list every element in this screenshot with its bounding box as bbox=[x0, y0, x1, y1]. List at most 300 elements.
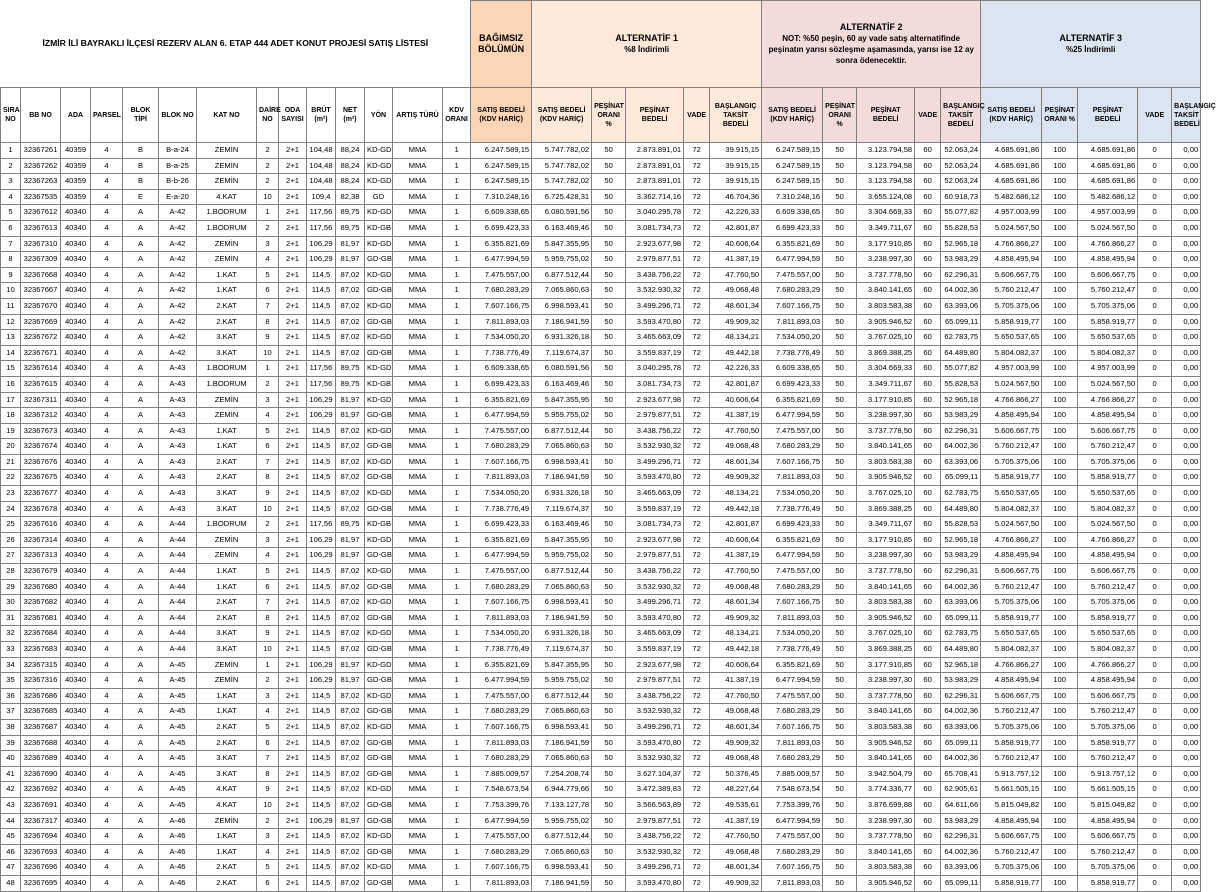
table-cell: B-b-26 bbox=[159, 174, 197, 190]
table-cell: GD-GB bbox=[365, 345, 393, 361]
table-cell: 4.858.495,94 bbox=[981, 408, 1042, 424]
table-row bbox=[1, 704, 1201, 720]
table-cell: 53.983,29 bbox=[941, 673, 981, 689]
table-cell: 7.680.283,29 bbox=[471, 439, 532, 455]
table-cell: 60 bbox=[915, 829, 941, 845]
table-cell: B bbox=[123, 174, 159, 190]
column-header: SATIŞ BEDELİ (KDV HARİÇ) bbox=[471, 88, 532, 143]
table-cell: 38 bbox=[1, 719, 21, 735]
table-cell: 0,00 bbox=[1172, 314, 1201, 330]
table-cell: 32367261 bbox=[21, 143, 61, 159]
table-cell: 16 bbox=[1, 376, 21, 392]
table-cell: 32367690 bbox=[21, 766, 61, 782]
table-cell: 65.099,11 bbox=[941, 610, 981, 626]
table-cell: 64.002,36 bbox=[941, 751, 981, 767]
table-cell: 1 bbox=[443, 704, 471, 720]
column-header: BB NO bbox=[21, 88, 61, 143]
table-cell: 2+1 bbox=[279, 158, 307, 174]
table-cell: 2+1 bbox=[279, 564, 307, 580]
table-cell: 40 bbox=[1, 751, 21, 767]
table-cell: MMA bbox=[393, 143, 443, 159]
table-cell: 4.858.495,94 bbox=[1078, 673, 1138, 689]
table-cell: GD-GB bbox=[365, 252, 393, 268]
table-cell: 88,24 bbox=[336, 143, 365, 159]
table-cell: 42.801,87 bbox=[710, 220, 762, 236]
table-cell: 0 bbox=[1138, 392, 1172, 408]
table-cell: 0 bbox=[1138, 532, 1172, 548]
table-cell: 4 bbox=[91, 844, 123, 860]
table-cell: A-43 bbox=[159, 376, 197, 392]
table-cell: 3.767.025,10 bbox=[857, 486, 915, 502]
table-cell: 0 bbox=[1138, 813, 1172, 829]
table-cell: 5.024.567,50 bbox=[1078, 517, 1138, 533]
table-cell: 106,29 bbox=[307, 252, 336, 268]
table-cell: 7.065.860,63 bbox=[532, 439, 592, 455]
table-cell: 40340 bbox=[61, 782, 91, 798]
table-cell: ZEMİN bbox=[197, 143, 257, 159]
table-cell: A-45 bbox=[159, 688, 197, 704]
table-cell: A-43 bbox=[159, 486, 197, 502]
table-cell: 7.811.893,03 bbox=[471, 610, 532, 626]
table-cell: 50 bbox=[823, 220, 857, 236]
table-cell: 4 bbox=[91, 189, 123, 205]
table-cell: 7.186.941,59 bbox=[532, 875, 592, 891]
table-cell: 5.858.919,77 bbox=[981, 314, 1042, 330]
table-cell: 8 bbox=[1, 252, 21, 268]
table-cell: 40340 bbox=[61, 657, 91, 673]
table-cell: MMA bbox=[393, 657, 443, 673]
table-cell: 5 bbox=[257, 423, 279, 439]
table-cell: 32367691 bbox=[21, 797, 61, 813]
table-row bbox=[1, 610, 1201, 626]
table-cell: 60 bbox=[915, 564, 941, 580]
table-cell: 50 bbox=[823, 735, 857, 751]
table-cell: 50 bbox=[592, 220, 626, 236]
table-cell: 7.738.776,49 bbox=[762, 501, 823, 517]
table-cell: 72 bbox=[684, 704, 710, 720]
table-cell: A-42 bbox=[159, 205, 197, 221]
table-cell: 32367614 bbox=[21, 361, 61, 377]
table-cell: 1 bbox=[443, 813, 471, 829]
table-cell: 5 bbox=[257, 267, 279, 283]
table-cell: 50 bbox=[592, 454, 626, 470]
table-cell: 1 bbox=[443, 797, 471, 813]
table-cell: 114,5 bbox=[307, 642, 336, 658]
table-cell: A-44 bbox=[159, 579, 197, 595]
table-cell: 3.KAT bbox=[197, 501, 257, 517]
table-cell: 0 bbox=[1138, 548, 1172, 564]
table-cell: A-42 bbox=[159, 267, 197, 283]
table-cell: 1 bbox=[443, 579, 471, 595]
table-row bbox=[1, 345, 1201, 361]
table-cell: 87,02 bbox=[336, 751, 365, 767]
table-cell: 50 bbox=[823, 439, 857, 455]
table-cell: 0 bbox=[1138, 236, 1172, 252]
table-cell: 1 bbox=[443, 236, 471, 252]
table-cell: 0 bbox=[1138, 345, 1172, 361]
table-cell: 32367670 bbox=[21, 298, 61, 314]
table-row bbox=[1, 766, 1201, 782]
table-cell: A bbox=[123, 330, 159, 346]
table-cell: 6.699.423,33 bbox=[471, 376, 532, 392]
table-cell: 3.177.910,85 bbox=[857, 532, 915, 548]
table-cell: 87,02 bbox=[336, 844, 365, 860]
table-cell: 50 bbox=[823, 704, 857, 720]
table-cell: 4 bbox=[91, 766, 123, 782]
table-cell: ZEMİN bbox=[197, 252, 257, 268]
table-cell: A-44 bbox=[159, 626, 197, 642]
table-cell: 3.532.930,32 bbox=[626, 751, 684, 767]
table-cell: 32367681 bbox=[21, 610, 61, 626]
table-cell: 3.081.734,73 bbox=[626, 517, 684, 533]
table-cell: A-42 bbox=[159, 345, 197, 361]
table-row bbox=[1, 688, 1201, 704]
table-cell: 40340 bbox=[61, 517, 91, 533]
table-cell: 87,02 bbox=[336, 298, 365, 314]
table-cell: GD-GB bbox=[365, 314, 393, 330]
table-cell: 4 bbox=[91, 236, 123, 252]
table-cell: 50 bbox=[823, 189, 857, 205]
table-cell: 2.979.877,51 bbox=[626, 673, 684, 689]
table-cell: A bbox=[123, 860, 159, 876]
table-cell: 0,00 bbox=[1172, 704, 1201, 720]
table-cell: 32367668 bbox=[21, 267, 61, 283]
table-cell: 4 bbox=[91, 252, 123, 268]
table-cell: 82,38 bbox=[336, 189, 365, 205]
table-cell: 50 bbox=[823, 174, 857, 190]
table-cell: 87,02 bbox=[336, 642, 365, 658]
table-cell: 8 bbox=[257, 766, 279, 782]
table-cell: GD-GB bbox=[365, 735, 393, 751]
table-cell: 4 bbox=[91, 408, 123, 424]
table-cell: 60 bbox=[915, 158, 941, 174]
table-cell: 50 bbox=[592, 376, 626, 392]
table-cell: 3.304.669,33 bbox=[857, 361, 915, 377]
table-cell: 4.957.003,99 bbox=[981, 361, 1042, 377]
table-cell: 72 bbox=[684, 314, 710, 330]
table-cell: 3.438.756,22 bbox=[626, 423, 684, 439]
table-cell: 32367693 bbox=[21, 844, 61, 860]
table-cell: 1 bbox=[443, 470, 471, 486]
table-cell: 65.099,11 bbox=[941, 875, 981, 891]
table-cell: 4 bbox=[91, 361, 123, 377]
table-cell: 60 bbox=[915, 345, 941, 361]
table-cell: 50 bbox=[592, 330, 626, 346]
table-cell: ZEMİN bbox=[197, 174, 257, 190]
table-cell: A-43 bbox=[159, 423, 197, 439]
table-cell: 64.489,80 bbox=[941, 501, 981, 517]
table-cell: 88,24 bbox=[336, 158, 365, 174]
table-cell: 43 bbox=[1, 797, 21, 813]
table-cell: 60 bbox=[915, 844, 941, 860]
table-cell: 3.559.837,19 bbox=[626, 345, 684, 361]
table-cell: A-45 bbox=[159, 751, 197, 767]
table-cell: 3.737.778,50 bbox=[857, 267, 915, 283]
table-cell: 114,5 bbox=[307, 454, 336, 470]
table-cell: 3.905.946,52 bbox=[857, 735, 915, 751]
table-cell: 65.099,11 bbox=[941, 735, 981, 751]
table-cell: 5.760.212,47 bbox=[1078, 844, 1138, 860]
table-cell: 106,29 bbox=[307, 408, 336, 424]
table-cell: 117,56 bbox=[307, 361, 336, 377]
table-cell: 0,00 bbox=[1172, 688, 1201, 704]
table-cell: 7.475.557,00 bbox=[471, 267, 532, 283]
table-cell: 60.918,73 bbox=[941, 189, 981, 205]
table-cell: 50 bbox=[592, 174, 626, 190]
table-cell: KD-GD bbox=[365, 158, 393, 174]
table-cell: 5.858.919,77 bbox=[1078, 610, 1138, 626]
table-cell: E bbox=[123, 189, 159, 205]
table-cell: 0 bbox=[1138, 330, 1172, 346]
table-cell: 40340 bbox=[61, 688, 91, 704]
table-cell: 7.811.893,03 bbox=[762, 470, 823, 486]
table-body bbox=[1, 143, 1201, 892]
table-cell: 27 bbox=[1, 548, 21, 564]
table-cell: 60 bbox=[915, 283, 941, 299]
table-cell: A bbox=[123, 423, 159, 439]
table-cell: 48.601,34 bbox=[710, 595, 762, 611]
table-cell: 60 bbox=[915, 174, 941, 190]
table-cell: A bbox=[123, 719, 159, 735]
table-cell: 100 bbox=[1042, 220, 1078, 236]
table-cell: A bbox=[123, 875, 159, 891]
table-cell: 72 bbox=[684, 813, 710, 829]
table-cell: 0,00 bbox=[1172, 626, 1201, 642]
table-cell: 100 bbox=[1042, 626, 1078, 642]
table-cell: 33 bbox=[1, 642, 21, 658]
table-cell: MMA bbox=[393, 735, 443, 751]
table-cell: 7.534.050,20 bbox=[762, 486, 823, 502]
table-cell: 4.766.866,27 bbox=[1078, 532, 1138, 548]
table-cell: 0,00 bbox=[1172, 532, 1201, 548]
table-cell: 32367316 bbox=[21, 673, 61, 689]
table-cell: 100 bbox=[1042, 376, 1078, 392]
table-cell: 3.840.141,65 bbox=[857, 579, 915, 595]
table-cell: 50 bbox=[823, 376, 857, 392]
table-cell: 4 bbox=[91, 579, 123, 595]
table-cell: 4 bbox=[91, 143, 123, 159]
table-cell: 72 bbox=[684, 579, 710, 595]
table-cell: 114,5 bbox=[307, 330, 336, 346]
table-cell: 1 bbox=[443, 330, 471, 346]
table-cell: 2+1 bbox=[279, 532, 307, 548]
column-header: ARTIŞ TÜRÜ bbox=[393, 88, 443, 143]
table-cell: 4.858.495,94 bbox=[981, 673, 1042, 689]
table-cell: 72 bbox=[684, 486, 710, 502]
table-cell: 7.119.674,37 bbox=[532, 345, 592, 361]
table-cell: 40359 bbox=[61, 143, 91, 159]
table-cell: 6.998.593,41 bbox=[532, 860, 592, 876]
table-cell: 4 bbox=[91, 330, 123, 346]
table-cell: 72 bbox=[684, 283, 710, 299]
table-cell: 2+1 bbox=[279, 766, 307, 782]
table-cell: A bbox=[123, 751, 159, 767]
table-cell: 60 bbox=[915, 454, 941, 470]
table-cell: 0,00 bbox=[1172, 595, 1201, 611]
table-cell: 0 bbox=[1138, 252, 1172, 268]
table-cell: 40340 bbox=[61, 298, 91, 314]
table-cell: 6.355.821,69 bbox=[471, 657, 532, 673]
group-alternative-1 bbox=[532, 1, 762, 88]
table-cell: 5.959.755,02 bbox=[532, 408, 592, 424]
table-cell: 100 bbox=[1042, 595, 1078, 611]
table-cell: 72 bbox=[684, 642, 710, 658]
table-cell: 3.767.025,10 bbox=[857, 330, 915, 346]
table-cell: 4.858.495,94 bbox=[1078, 252, 1138, 268]
table-cell: 1 bbox=[443, 158, 471, 174]
table-cell: 25 bbox=[1, 517, 21, 533]
table-cell: 40340 bbox=[61, 719, 91, 735]
table-cell: 40340 bbox=[61, 345, 91, 361]
table-cell: 72 bbox=[684, 174, 710, 190]
table-cell: 40340 bbox=[61, 376, 91, 392]
table-cell: 32367309 bbox=[21, 252, 61, 268]
table-cell: 4 bbox=[91, 314, 123, 330]
table-cell: 100 bbox=[1042, 330, 1078, 346]
table-cell: 0,00 bbox=[1172, 673, 1201, 689]
table-cell: 4 bbox=[91, 158, 123, 174]
table-cell: 32367616 bbox=[21, 517, 61, 533]
table-cell: 50 bbox=[592, 673, 626, 689]
table-cell: 114,5 bbox=[307, 314, 336, 330]
table-cell: 1 bbox=[443, 860, 471, 876]
table-cell: 60 bbox=[915, 782, 941, 798]
table-cell: 114,5 bbox=[307, 844, 336, 860]
table-cell: 41.387,19 bbox=[710, 673, 762, 689]
table-cell: 0 bbox=[1138, 376, 1172, 392]
table-cell: 32367615 bbox=[21, 376, 61, 392]
group-alternative-2 bbox=[762, 1, 981, 88]
table-cell: 72 bbox=[684, 844, 710, 860]
table-cell: 7.811.893,03 bbox=[471, 875, 532, 891]
table-cell: 6.699.423,33 bbox=[471, 517, 532, 533]
table-cell: 87,02 bbox=[336, 797, 365, 813]
table-cell: 50 bbox=[592, 860, 626, 876]
table-cell: 2.979.877,51 bbox=[626, 813, 684, 829]
table-cell: MMA bbox=[393, 829, 443, 845]
table-cell: 100 bbox=[1042, 408, 1078, 424]
table-cell: 40.606,64 bbox=[710, 392, 762, 408]
table-cell: 60 bbox=[915, 595, 941, 611]
table-cell: 87,02 bbox=[336, 829, 365, 845]
table-cell: 6.998.593,41 bbox=[532, 719, 592, 735]
table-cell: GD-GB bbox=[365, 408, 393, 424]
table-cell: 0,00 bbox=[1172, 252, 1201, 268]
table-cell: 5.760.212,47 bbox=[1078, 439, 1138, 455]
table-cell: 5.760.212,47 bbox=[981, 844, 1042, 860]
table-cell: 50 bbox=[823, 517, 857, 533]
table-cell: 3.238.997,30 bbox=[857, 673, 915, 689]
table-cell: 104,48 bbox=[307, 143, 336, 159]
table-cell: 5.705.375,06 bbox=[1078, 298, 1138, 314]
table-row bbox=[1, 361, 1201, 377]
table-cell: 1 bbox=[443, 314, 471, 330]
table-cell: 7.065.860,63 bbox=[532, 579, 592, 595]
table-cell: 49.535,61 bbox=[710, 797, 762, 813]
table-cell: 6.609.338,65 bbox=[762, 361, 823, 377]
table-cell: 60 bbox=[915, 517, 941, 533]
table-cell: A bbox=[123, 579, 159, 595]
table-cell: 32367680 bbox=[21, 579, 61, 595]
table-cell: 48.601,34 bbox=[710, 719, 762, 735]
table-cell: 7.885.009,57 bbox=[762, 766, 823, 782]
table-cell: 32367613 bbox=[21, 220, 61, 236]
table-cell: 7.738.776,49 bbox=[471, 345, 532, 361]
table-cell: A-44 bbox=[159, 517, 197, 533]
table-cell: 2 bbox=[1, 158, 21, 174]
table-cell: 72 bbox=[684, 158, 710, 174]
table-cell: 50 bbox=[823, 797, 857, 813]
table-cell: 3.737.778,50 bbox=[857, 564, 915, 580]
table-cell: A-43 bbox=[159, 454, 197, 470]
table-cell: 4 bbox=[91, 735, 123, 751]
table-cell: 5.606.667,75 bbox=[1078, 564, 1138, 580]
table-cell: 0,00 bbox=[1172, 751, 1201, 767]
table-cell: 1 bbox=[443, 174, 471, 190]
table-cell: B-a-24 bbox=[159, 143, 197, 159]
table-cell: 1 bbox=[443, 626, 471, 642]
table-cell: MMA bbox=[393, 439, 443, 455]
table-cell: 0,00 bbox=[1172, 158, 1201, 174]
table-cell: 1 bbox=[443, 844, 471, 860]
table-cell: 60 bbox=[915, 610, 941, 626]
table-cell: 114,5 bbox=[307, 439, 336, 455]
table-cell: 1 bbox=[443, 439, 471, 455]
table-cell: A-45 bbox=[159, 735, 197, 751]
table-cell: 0 bbox=[1138, 626, 1172, 642]
table-cell: 1 bbox=[443, 408, 471, 424]
table-cell: 6.931.326,18 bbox=[532, 486, 592, 502]
table-cell: 7.738.776,49 bbox=[471, 501, 532, 517]
table-cell: 63.393,06 bbox=[941, 298, 981, 314]
table-cell: 100 bbox=[1042, 454, 1078, 470]
table-cell: 1.KAT bbox=[197, 829, 257, 845]
table-cell: 72 bbox=[684, 782, 710, 798]
table-cell: 3.499.296,71 bbox=[626, 298, 684, 314]
table-cell: 3.840.141,65 bbox=[857, 844, 915, 860]
table-cell: 50 bbox=[823, 766, 857, 782]
table-cell: 0 bbox=[1138, 408, 1172, 424]
table-cell: 1 bbox=[443, 423, 471, 439]
column-header: VADE bbox=[684, 88, 710, 143]
table-cell: 0,00 bbox=[1172, 579, 1201, 595]
table-cell: 87,02 bbox=[336, 439, 365, 455]
table-cell: 3.803.583,38 bbox=[857, 595, 915, 611]
table-cell: 32367314 bbox=[21, 532, 61, 548]
table-cell: 50 bbox=[592, 470, 626, 486]
column-header: BAŞLANGIÇ TAKSİT BEDELİ bbox=[710, 88, 762, 143]
table-cell: 89,75 bbox=[336, 376, 365, 392]
table-cell: 52.063,24 bbox=[941, 143, 981, 159]
table-cell: 1 bbox=[443, 564, 471, 580]
table-cell: 5.024.567,50 bbox=[1078, 376, 1138, 392]
table-cell: 3.532.930,32 bbox=[626, 704, 684, 720]
table-cell: 114,5 bbox=[307, 423, 336, 439]
table-cell: MMA bbox=[393, 267, 443, 283]
table-row bbox=[1, 673, 1201, 689]
table-cell: A-46 bbox=[159, 860, 197, 876]
table-cell: 72 bbox=[684, 860, 710, 876]
column-header: PARSEL bbox=[91, 88, 123, 143]
table-cell: A bbox=[123, 642, 159, 658]
table-cell: 60 bbox=[915, 486, 941, 502]
table-cell: 2+1 bbox=[279, 844, 307, 860]
table-cell: 6.609.338,65 bbox=[471, 361, 532, 377]
table-cell: 50 bbox=[592, 361, 626, 377]
table-cell: 32367677 bbox=[21, 486, 61, 502]
table-cell: 1 bbox=[257, 657, 279, 673]
table-cell: 7.811.893,03 bbox=[762, 610, 823, 626]
